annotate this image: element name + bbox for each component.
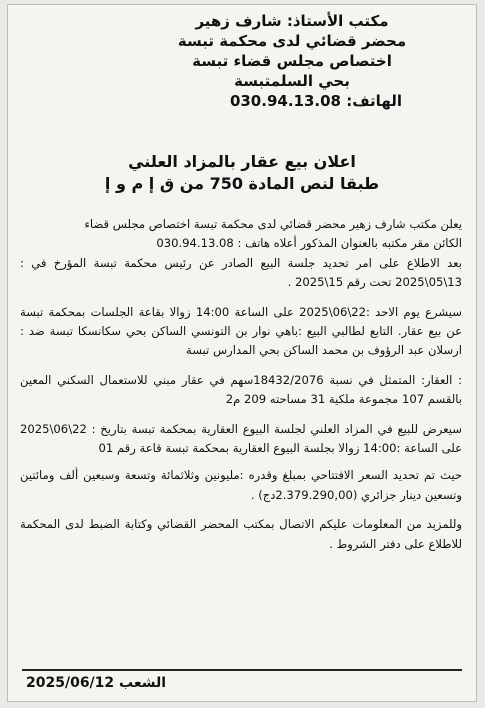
paragraph-order: بعد الاطلاع على امر تحديد جلسة البيع الصادر عن رئيس محكمة تبسة المؤرخ في : 13\05\2025 تحت رقم 15\2025 .: [20, 255, 462, 290]
notice-title-line2: طبقا لنص المادة 750 من ق إ م و إ: [104, 174, 380, 193]
paragraph-contact: وللمزيد من المعلومات عليكم الاتصال بمكتب المحضر القضائي وكتابة الضبط لدى المحكمة للاطلاع على دفتر الشروط .: [20, 517, 462, 551]
bailiff-header: [122, 11, 462, 111]
notice-title: [8, 151, 476, 195]
legal-notice: [7, 4, 477, 702]
notice-title-line1: اعلان بيع عقار بالمزاد العلني: [128, 152, 356, 171]
publication-footer: [22, 669, 462, 697]
notice-body: [20, 215, 462, 564]
publication-date: الشعب 2025/06/12: [26, 675, 167, 691]
header-jurisdiction: اختصاص مجلس قضاء تبسة: [192, 52, 392, 70]
header-office-name: مكتب الأستاذ: شارف زهير: [195, 12, 389, 30]
paragraph-announcer: يعلن مكتب شارف زهير محضر قضائي لدى محكمة تبسة اختصاص مجلس قضاء: [84, 217, 462, 231]
header-court: محضر قضائي لدى محكمة تبسة: [177, 32, 407, 50]
paragraph-opening-price: حيث تم تحديد السعر الافتتاحي بمبلغ وقدره :مليونين وثلاثمائة وتسعة وسبعين ألف ومائتين وتسعين دينار جزائري (2.379.290,00دج) .: [20, 468, 462, 502]
paragraph-address: الكائن مقر مكتبه بالعنوان المذكور أعلاه هاتف : 030.94.13.08: [156, 236, 462, 251]
header-address: بحي السلمتبسة: [234, 72, 350, 90]
header-phone: الهاتف: 030.94.13.08: [229, 92, 402, 110]
paragraph-auction: سيعرض للبيع في المزاد العلني لجلسة البيوع العقارية بمحكمة تبسة بتاريخ : 22\06\2025 على الساعة :14:00 زوالا بجلسة البيوع العقارية بمحكمة تبسة قاعة رقم 01: [20, 421, 462, 456]
paragraph-property: : العقار: المتمثل في نسبة 18432/2076سهم في عقار مبني للاستعمال السكني المعين بالقسم 107 مجموعة ملكية 31 مساحته 209 م2: [20, 372, 462, 407]
paragraph-sale-date: سيشرع يوم الاحد :22\06\2025 على الساعة 14:00 زوالا بقاعة الجلسات بمحكمة تبسة عن بيع عقار. التابع لطالبي البيع :باهي نوار بن التونسي الساكن بحي سكانسكا تبسة ضد : ارسلان عبد الرؤوف بن محمد الساكن بحي المدارس تبسة: [20, 304, 462, 358]
